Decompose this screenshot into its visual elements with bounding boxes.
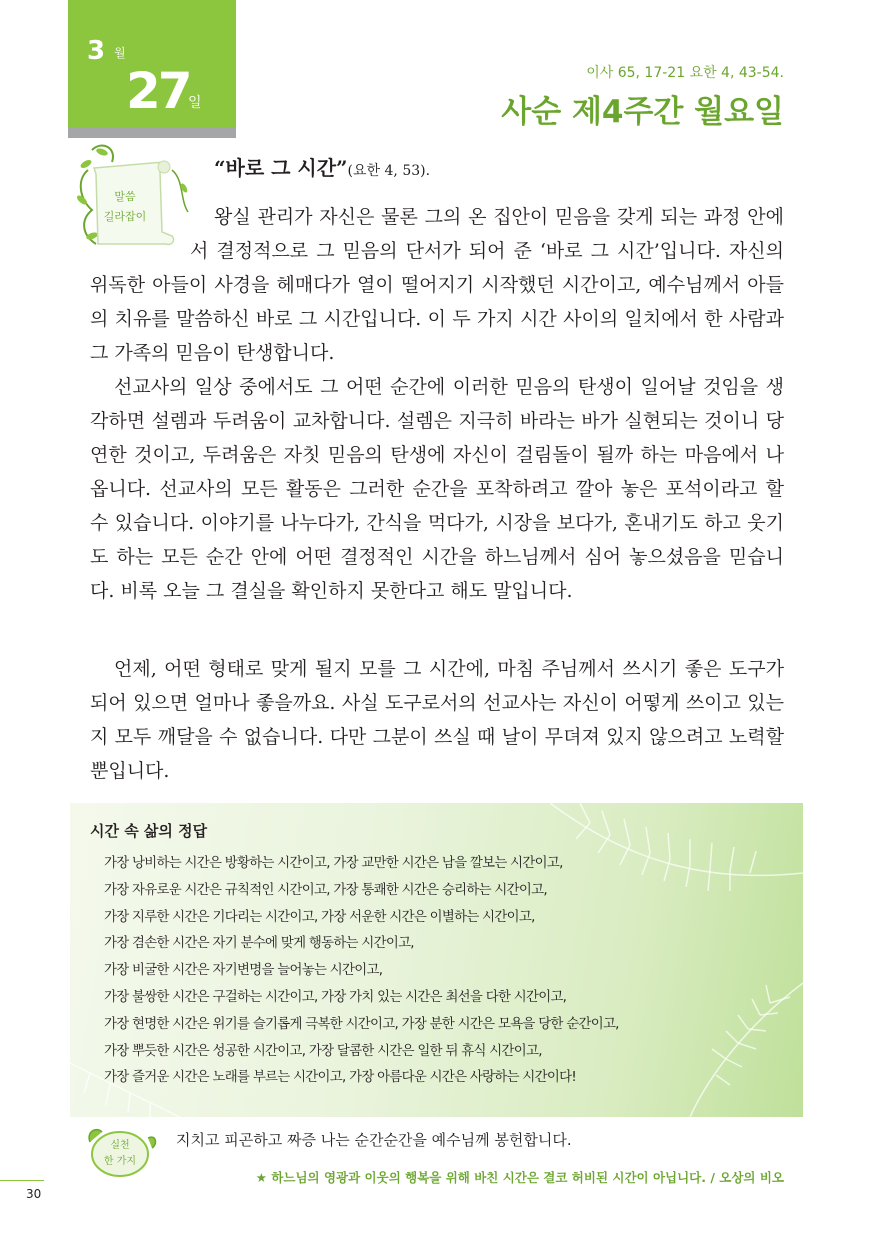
reflection-paragraph-3: 언제, 어떤 형태로 맞게 될지 모를 그 시간에, 마침 주님께서 쓰시기 좋은 도구가 되어 있으면 얼마나 좋을까요. 사실 도구로서의 선교사는 자신이 어떻게 쓰이고 있는지 모두 깨달을 수 없습니다. 다만 그분이 쓰실 때 날이 무뎌져 있지 않으려고 노력할 뿐입니다. bbox=[90, 658, 784, 782]
key-verse bbox=[214, 152, 430, 181]
day-unit: 일 bbox=[188, 95, 202, 111]
box-title: 시간 속 삶의 정답 bbox=[90, 822, 208, 840]
list-item: 가장 자유로운 시간은 규칙적인 시간이고, 가장 통쾌한 시간은 승리하는 시간이고, bbox=[104, 882, 547, 898]
practice-text: 지치고 피곤하고 짜증 나는 순간순간을 예수님께 봉헌합니다. bbox=[176, 1131, 572, 1149]
month-number: 3 bbox=[87, 36, 106, 66]
badge-line-1: 말씀 bbox=[114, 190, 136, 203]
list-item: 가장 겸손한 시간은 자기 분수에 맞게 행동하는 시간이고, bbox=[104, 936, 414, 952]
key-verse-reference: (요한 4, 53). bbox=[347, 163, 431, 179]
date-tab bbox=[68, 0, 236, 138]
practice-badge-line-1: 실천 bbox=[110, 1140, 130, 1151]
time-answers-list bbox=[104, 851, 619, 1092]
time-answers-box bbox=[70, 803, 803, 1117]
reflection-paragraph-1 bbox=[90, 200, 784, 370]
list-item: 가장 지루한 시간은 기다리는 시간이고, 가장 서운한 시간은 이별하는 시간이고, bbox=[104, 909, 535, 925]
list-item: 가장 불쌍한 시간은 구걸하는 시간이고, 가장 가치 있는 시간은 최선을 다한 시간이고, bbox=[104, 989, 567, 1005]
page-divider bbox=[0, 1180, 44, 1181]
list-item: 가장 뿌듯한 시간은 성공한 시간이고, 가장 달콤한 시간은 일한 뒤 휴식 시간이고, bbox=[104, 1043, 542, 1059]
list-item: 가장 현명한 시간은 위기를 슬기롭게 극복한 시간이고, 가장 분한 시간은 모욕을 당한 순간이고, bbox=[104, 1016, 619, 1032]
liturgical-day-title: 사순 제4주간 월요일 bbox=[501, 94, 784, 130]
leaf-badge-icon bbox=[86, 1124, 158, 1178]
day-number: 27 bbox=[126, 62, 190, 120]
practice-badge bbox=[86, 1124, 158, 1178]
reflection-paragraph-2: 선교사의 일상 중에서도 그 어떤 순간에 이러한 믿음의 탄생이 일어날 것임을 생각하면 설렘과 두려움이 교차합니다. 설렘은 지극히 바라는 바가 실현되는 것이니 당연한 것이고, 두려움은 자칫 믿음의 탄생에 자신이 걸림돌이 될까 하는 마음에서 나옵니다. 선교사의 모든 활동은 그러한 순간을 포착하려고 깔아 놓은 포석이라고 할 수 있습니다. 이야기를 나누다가, 간식을 먹다가, 시장을 보다가, 혼내기도 하고 웃기도 하는 모든 순간 안에 어떤 결정적인 시간을 하느님께서 심어 놓으셨음을 믿습니다. 비록 오늘 그 결실을 확인하지 못한다고 해도 말입니다. bbox=[90, 376, 784, 602]
footer-quote: ★ 하느님의 영광과 이웃의 행복을 위해 바친 시간은 결코 허비된 시간이 아닙니다. / 오상의 비오 bbox=[255, 1170, 784, 1185]
key-verse-text: “바로 그 시간” bbox=[214, 156, 348, 180]
list-item: 가장 즐거운 시간은 노래를 부르는 시간이고, 가장 아름다운 시간은 사랑하는 시간이다! bbox=[104, 1070, 577, 1086]
month-unit: 월 bbox=[114, 46, 126, 60]
practice-badge-line-2: 한 가지 bbox=[103, 1156, 137, 1167]
page-number: 30 bbox=[26, 1187, 42, 1201]
list-item: 가장 낭비하는 시간은 방황하는 시간이고, 가장 교만한 시간은 남을 깔보는 시간이고, bbox=[104, 856, 563, 871]
scripture-reference: 이사 65, 17-21 요한 4, 43-54. bbox=[586, 65, 784, 81]
list-item: 가장 비굴한 시간은 자기변명을 늘어놓는 시간이고, bbox=[104, 963, 383, 979]
date-tab-fill bbox=[68, 0, 236, 128]
paragraph-1-text: 왕실 관리가 자신은 물론 그의 온 집안이 믿음을 갖게 되는 과정 안에서 결정적으로 그 믿음의 단서가 되어 준 ‘바로 그 시간’입니다. 자신의 위독한 아들이 사경을 헤매다가 열이 떨어지기 시작했던 시간이고, 예수님께서 아들의 치유를 말씀하신 바로 그 시간입니다. 이 두 가지 시간 사이의 일치에서 한 사람과 그 가족의 믿음이 탄생합니다. bbox=[90, 206, 784, 364]
badge-line-2: 길라잡이 bbox=[103, 210, 147, 223]
